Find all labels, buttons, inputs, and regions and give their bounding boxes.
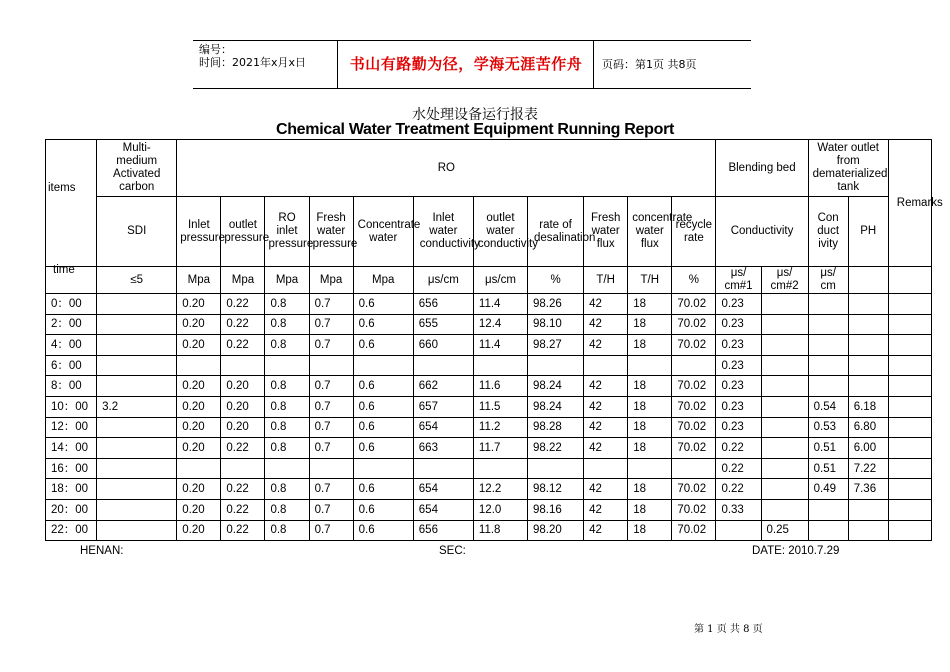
table-cell: 0.23 <box>716 335 761 356</box>
header-info <box>193 41 337 88</box>
table-cell <box>761 314 808 335</box>
table-cell: 70.02 <box>672 294 716 315</box>
table-cell <box>97 520 177 541</box>
table-cell: 0.6 <box>353 335 413 356</box>
table-cell: 0.7 <box>309 499 353 520</box>
fresh-water-pressure-header: Fresh water pressure <box>309 197 353 267</box>
table-cell: 98.24 <box>528 376 584 397</box>
table-cell: 18 <box>628 314 672 335</box>
table-cell: 42 <box>584 396 628 417</box>
table-cell <box>97 499 177 520</box>
row-time: 0：00 <box>46 294 97 315</box>
table-cell: 0.7 <box>309 396 353 417</box>
table-cell <box>97 438 177 459</box>
table-cell: 12.0 <box>473 499 527 520</box>
table-cell <box>848 376 888 397</box>
table-cell: 70.02 <box>672 376 716 397</box>
table-cell: 70.02 <box>672 479 716 500</box>
table-row <box>46 335 932 356</box>
table-cell: 18 <box>628 335 672 356</box>
table-cell: 0.6 <box>353 479 413 500</box>
table-cell: 18 <box>628 396 672 417</box>
table-cell: 0.20 <box>177 520 221 541</box>
unit-conductivity-2: μs/ cm#2 <box>761 267 808 294</box>
unit-recycle-rate: % <box>672 267 716 294</box>
table-cell: 0.22 <box>221 499 265 520</box>
table-cell <box>808 499 848 520</box>
table-cell: 42 <box>584 479 628 500</box>
table-cell: 654 <box>413 417 473 438</box>
report-title-en: Chemical Water Treatment Equipment Running Report <box>275 121 675 138</box>
table-cell: 11.6 <box>473 376 527 397</box>
remarks-cell <box>888 458 931 479</box>
table-cell: 7.22 <box>848 458 888 479</box>
remarks-cell <box>888 355 931 376</box>
table-cell <box>473 458 527 479</box>
table-cell: 656 <box>413 294 473 315</box>
outlet-conductivity-tank-header: Conductivity <box>808 197 848 267</box>
table-cell: 70.02 <box>672 417 716 438</box>
table-cell <box>672 458 716 479</box>
table-cell: 42 <box>584 438 628 459</box>
table-cell: 18 <box>628 417 672 438</box>
row-time: 20：00 <box>46 499 97 520</box>
table-cell: 0.8 <box>265 438 309 459</box>
table-cell: 0.23 <box>716 417 761 438</box>
table-cell: 3.2 <box>97 396 177 417</box>
carbon-header: Multi-medium Activated carbon <box>97 140 177 197</box>
table-cell: 11.4 <box>473 335 527 356</box>
table-cell: 0.8 <box>265 499 309 520</box>
table-cell <box>353 458 413 479</box>
table-cell <box>716 520 761 541</box>
table-cell: 0.8 <box>265 335 309 356</box>
table-cell <box>761 355 808 376</box>
table-cell: 98.28 <box>528 417 584 438</box>
table-cell <box>177 458 221 479</box>
table-cell: 0.20 <box>221 376 265 397</box>
unit-ph <box>848 267 888 294</box>
table-cell: 0.8 <box>265 376 309 397</box>
table-cell <box>628 458 672 479</box>
table-cell: 657 <box>413 396 473 417</box>
table-cell <box>413 458 473 479</box>
unit-ro-inlet-pressure: Mpa <box>265 267 309 294</box>
table-cell: 7.36 <box>848 479 888 500</box>
table-cell <box>848 314 888 335</box>
table-cell <box>808 355 848 376</box>
table-cell: 0.8 <box>265 417 309 438</box>
table-cell: 18 <box>628 376 672 397</box>
table-cell: 0.6 <box>353 396 413 417</box>
table-cell <box>808 520 848 541</box>
table-cell <box>309 458 353 479</box>
table-cell: 662 <box>413 376 473 397</box>
unit-sdi: ≤5 <box>97 267 177 294</box>
row-time: 2：00 <box>46 314 97 335</box>
concentrate-flux-header: concentrate water flux <box>628 197 672 267</box>
outlet-conductivity-header: outlet water conductivity <box>473 197 527 267</box>
table-cell: 0.20 <box>177 396 221 417</box>
table-cell <box>808 376 848 397</box>
table-row <box>46 314 932 335</box>
table-cell: 11.2 <box>473 417 527 438</box>
ro-inlet-pressure-header: RO inlet pressure <box>265 197 309 267</box>
table-cell <box>848 294 888 315</box>
unit-fresh-water-flux: T/H <box>584 267 628 294</box>
table-cell: 0.20 <box>177 417 221 438</box>
table-cell: 42 <box>584 520 628 541</box>
table-cell <box>761 417 808 438</box>
table-cell <box>221 355 265 376</box>
outlet-tank-header: Water outlet from dematerialized tank <box>808 140 888 197</box>
table-cell: 98.26 <box>528 294 584 315</box>
table-cell: 0.20 <box>177 479 221 500</box>
table-cell: 98.12 <box>528 479 584 500</box>
row-time: 10：00 <box>46 396 97 417</box>
time-label: time <box>53 264 75 276</box>
table-cell: 42 <box>584 417 628 438</box>
table-cell: 0.49 <box>808 479 848 500</box>
table-cell: 11.8 <box>473 520 527 541</box>
table-cell <box>265 355 309 376</box>
table-cell: 0.23 <box>716 294 761 315</box>
table-cell: 0.7 <box>309 376 353 397</box>
remarks-cell <box>888 294 931 315</box>
table-cell: 0.7 <box>309 335 353 356</box>
table-cell <box>808 335 848 356</box>
table-cell: 0.20 <box>177 376 221 397</box>
row-time: 8：00 <box>46 376 97 397</box>
table-cell: 0.6 <box>353 520 413 541</box>
row-time: 14：00 <box>46 438 97 459</box>
table-cell: 0.20 <box>177 499 221 520</box>
page-label: 页码：第1页 共8页 <box>593 41 760 88</box>
table-cell <box>97 294 177 315</box>
row-time: 18：00 <box>46 479 97 500</box>
table-cell: 0.7 <box>309 479 353 500</box>
row-time: 22：00 <box>46 520 97 541</box>
table-cell: 654 <box>413 479 473 500</box>
table-cell: 0.33 <box>716 499 761 520</box>
page-footer: 第 1 页 共 8 页 <box>694 624 763 635</box>
data-rows <box>46 294 932 541</box>
table-cell: 18 <box>628 438 672 459</box>
table-cell <box>97 355 177 376</box>
table-cell <box>808 294 848 315</box>
table-cell <box>848 355 888 376</box>
sec-signature: SEC: <box>439 545 466 557</box>
table-cell <box>97 376 177 397</box>
document-header <box>193 40 751 89</box>
report-date: DATE: 2010.7.29 <box>752 545 840 557</box>
table-cell <box>848 499 888 520</box>
table-cell: 0.6 <box>353 376 413 397</box>
table-cell: 663 <box>413 438 473 459</box>
table-cell: 654 <box>413 499 473 520</box>
table-cell: 0.6 <box>353 417 413 438</box>
table-cell: 0.51 <box>808 458 848 479</box>
table-row <box>46 294 932 315</box>
table-cell: 98.20 <box>528 520 584 541</box>
table-cell: 70.02 <box>672 520 716 541</box>
table-cell: 0.8 <box>265 294 309 315</box>
table-row <box>46 438 932 459</box>
table-cell: 18 <box>628 479 672 500</box>
table-cell <box>761 458 808 479</box>
table-cell: 70.02 <box>672 396 716 417</box>
sdi-header: SDI <box>97 197 177 267</box>
table-cell: 0.22 <box>716 479 761 500</box>
report-title-cn: 水处理设备运行报表 <box>412 107 538 123</box>
row-time: 6：00 <box>46 355 97 376</box>
table-cell: 18 <box>628 520 672 541</box>
table-cell: 0.20 <box>177 294 221 315</box>
fresh-water-flux-header: Fresh water flux <box>584 197 628 267</box>
table-row <box>46 376 932 397</box>
unit-outlet-conductivity: μs/cm <box>473 267 527 294</box>
table-cell: 0.22 <box>716 458 761 479</box>
table-cell: 70.02 <box>672 499 716 520</box>
table-cell <box>353 355 413 376</box>
table-cell: 0.23 <box>716 314 761 335</box>
table-cell <box>97 314 177 335</box>
table-cell: 70.02 <box>672 314 716 335</box>
table-cell: 0.20 <box>221 396 265 417</box>
table-cell: 18 <box>628 499 672 520</box>
items-label: items <box>48 182 76 194</box>
remarks-cell <box>888 520 931 541</box>
table-row <box>46 396 932 417</box>
row-time: 12：00 <box>46 417 97 438</box>
table-cell <box>97 479 177 500</box>
table-cell <box>97 417 177 438</box>
unit-desalination-rate: % <box>528 267 584 294</box>
table-cell: 98.16 <box>528 499 584 520</box>
table-row <box>46 499 932 520</box>
table-cell <box>672 355 716 376</box>
table-cell: 0.20 <box>177 314 221 335</box>
table-cell: 0.6 <box>353 294 413 315</box>
table-cell: 0.54 <box>808 396 848 417</box>
table-cell: 0.7 <box>309 294 353 315</box>
table-cell <box>761 294 808 315</box>
table-cell: 42 <box>584 499 628 520</box>
table-cell <box>808 314 848 335</box>
table-cell: 98.22 <box>528 438 584 459</box>
table-cell: 0.23 <box>716 376 761 397</box>
unit-inlet-pressure: Mpa <box>177 267 221 294</box>
table-cell: 0.22 <box>221 335 265 356</box>
table-cell <box>761 499 808 520</box>
table-cell: 12.2 <box>473 479 527 500</box>
unit-outlet-pressure: Mpa <box>221 267 265 294</box>
table-cell: 11.4 <box>473 294 527 315</box>
table-cell: 42 <box>584 314 628 335</box>
inlet-conductivity-header: Inlet water conductivity <box>413 197 473 267</box>
conductivity-header: Conductivity <box>716 197 808 267</box>
table-cell <box>761 479 808 500</box>
table-cell: 0.23 <box>716 396 761 417</box>
table-cell: 656 <box>413 520 473 541</box>
table-cell <box>761 376 808 397</box>
unit-concentrate-flux: T/H <box>628 267 672 294</box>
table-cell: 0.7 <box>309 520 353 541</box>
motto: 书山有路勤为径，学海无涯苦作舟 <box>349 55 583 73</box>
unit-conductivity-1: μs/ cm#1 <box>716 267 761 294</box>
table-cell: 0.22 <box>221 294 265 315</box>
ph-header: PH <box>848 197 888 267</box>
table-cell: 0.22 <box>716 438 761 459</box>
table-cell: 0.20 <box>177 438 221 459</box>
table-cell: 0.51 <box>808 438 848 459</box>
table-cell <box>761 396 808 417</box>
remarks-header: Remarks <box>888 140 931 267</box>
table-cell: 0.8 <box>265 479 309 500</box>
remarks-cell <box>888 438 931 459</box>
table-cell: 0.6 <box>353 314 413 335</box>
row-time: 16：00 <box>46 458 97 479</box>
table-cell <box>584 458 628 479</box>
table-cell: 0.7 <box>309 438 353 459</box>
items-time-header <box>46 140 97 276</box>
remarks-cell <box>888 396 931 417</box>
table-cell: 0.6 <box>353 438 413 459</box>
remarks-cell <box>888 499 931 520</box>
table-cell: 0.7 <box>309 314 353 335</box>
henan-signature: HENAN: <box>80 545 124 557</box>
recycle-rate-header: recycle rate <box>672 197 716 267</box>
table-cell <box>177 355 221 376</box>
table-cell: 0.23 <box>716 355 761 376</box>
table-cell: 6.00 <box>848 438 888 459</box>
table-cell: 11.5 <box>473 396 527 417</box>
table-cell: 0.20 <box>177 335 221 356</box>
table-cell: 0.8 <box>265 314 309 335</box>
remarks-cell <box>888 417 931 438</box>
unit-remarks <box>888 267 931 294</box>
table-cell: 98.10 <box>528 314 584 335</box>
unit-concentrate-water: Mpa <box>353 267 413 294</box>
table-cell: 42 <box>584 335 628 356</box>
table-cell: 660 <box>413 335 473 356</box>
table-row <box>46 417 932 438</box>
table-cell: 0.7 <box>309 417 353 438</box>
table-cell: 11.7 <box>473 438 527 459</box>
running-report-table <box>45 139 943 541</box>
table-cell <box>265 458 309 479</box>
table-cell <box>761 335 808 356</box>
blending-bed-header: Blending bed <box>716 140 808 197</box>
remarks-cell <box>888 314 931 335</box>
table-cell: 6.18 <box>848 396 888 417</box>
table-cell <box>848 335 888 356</box>
table-row <box>46 458 932 479</box>
table-cell <box>761 438 808 459</box>
outlet-pressure-header: outlet pressure <box>221 197 265 267</box>
table-cell: 0.53 <box>808 417 848 438</box>
ro-header: RO <box>177 140 716 197</box>
table-cell: 6.80 <box>848 417 888 438</box>
remarks-cell <box>888 376 931 397</box>
unit-outlet-conductivity-tank: μs/ cm <box>808 267 848 294</box>
table-cell <box>473 355 527 376</box>
table-cell: 0.8 <box>265 396 309 417</box>
table-cell: 42 <box>584 294 628 315</box>
table-cell: 0.8 <box>265 520 309 541</box>
table-cell <box>97 335 177 356</box>
unit-fresh-water-pressure: Mpa <box>309 267 353 294</box>
inlet-pressure-header: Inlet pressure <box>177 197 221 267</box>
time-label: 时间：2021年x月x日 <box>199 56 307 69</box>
table-cell: 98.27 <box>528 335 584 356</box>
table-cell <box>848 520 888 541</box>
remarks-cell <box>888 335 931 356</box>
number-label: 编号： <box>199 43 232 56</box>
table-cell: 18 <box>628 294 672 315</box>
table-cell <box>628 355 672 376</box>
table-row <box>46 355 932 376</box>
table-cell: 0.25 <box>761 520 808 541</box>
table-cell: 0.22 <box>221 438 265 459</box>
concentrate-water-header: Concentrate water <box>353 197 413 267</box>
row-time: 4：00 <box>46 335 97 356</box>
table-cell: 0.22 <box>221 520 265 541</box>
desalination-rate-header: rate of desalination <box>528 197 584 267</box>
unit-inlet-conductivity: μs/cm <box>413 267 473 294</box>
table-cell: 655 <box>413 314 473 335</box>
table-cell: 0.22 <box>221 314 265 335</box>
remarks-cell <box>888 479 931 500</box>
table-cell: 0.20 <box>221 417 265 438</box>
table-cell: 0.6 <box>353 499 413 520</box>
table-cell <box>221 458 265 479</box>
table-cell <box>528 458 584 479</box>
table-cell: 70.02 <box>672 335 716 356</box>
table-row <box>46 520 932 541</box>
table-cell: 42 <box>584 376 628 397</box>
table-cell: 0.22 <box>221 479 265 500</box>
table-cell <box>97 458 177 479</box>
table-cell <box>528 355 584 376</box>
table-cell <box>413 355 473 376</box>
table-cell: 98.24 <box>528 396 584 417</box>
table-row <box>46 479 932 500</box>
table-cell: 70.02 <box>672 438 716 459</box>
table-cell <box>584 355 628 376</box>
table-cell <box>309 355 353 376</box>
table-cell: 12.4 <box>473 314 527 335</box>
